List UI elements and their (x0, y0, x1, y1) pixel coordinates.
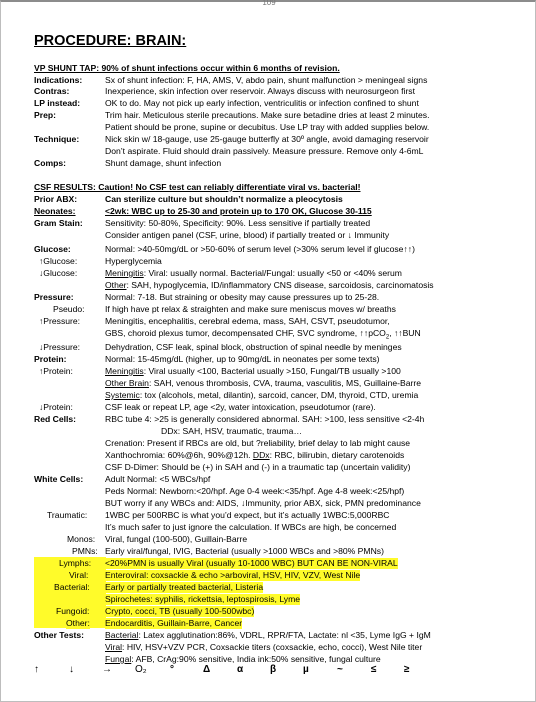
protein-normal: Normal: 15-45mg/dL (higher, up to 90mg/dL in neonates per some texts) (105, 354, 380, 364)
fungoid-text: Crypto, cocci, TB (usually 100-500wbc) (105, 606, 255, 616)
pressure-label: Pressure: (34, 292, 74, 302)
protein-high-text-2: Other Brain: SAH, venous thrombosis, CVA, trauma, vasculitis, MS, Guillaine-Barre (105, 378, 422, 388)
monos-label: Monos: (67, 534, 96, 544)
other-tests-text-1: Bacterial: Latex agglutination:86%, VDRL, RPR/FTA, Lactate: nl <35, Lyme IgG + IgM (105, 630, 431, 640)
vp-shunt-header: VP SHUNT TAP: 90% of shunt infections occur within 6 months of revision. (34, 63, 340, 73)
symbol-down-arrow-icon: ↓ (69, 664, 74, 675)
glucose-high-text: Hyperglycemia (105, 256, 162, 266)
red-cells-text-3: Crenation: Present if RBCs are old, but ?reliability, brief delay to lab might cause (105, 438, 411, 448)
viral-text: Enteroviral: coxsackie & echo >arboviral, HSV, HIV, VZV, West Nile (105, 570, 361, 580)
double-up-arrow-icon: ↑↑ (403, 244, 413, 254)
pressure-low-text: Dehydration, CSF leak, spinal block, obstruction of spinal needle by meninges (105, 342, 402, 352)
up-arrow-icon: ↑ (39, 256, 44, 266)
white-cells-text-1: Adult Normal: <5 WBCs/hpf (105, 474, 211, 484)
red-cells-text-2: DDx: SAH, HSV, traumatic, trauma… (161, 426, 303, 436)
bacterial-text-2: Spirochetes: syphilis, rickettsia, leptospirosis, Lyme (105, 594, 301, 604)
red-cells-text-1: RBC tube 4: >25 is generally considered abnormal. SAH: >100, less sensitive <2-4h (105, 414, 425, 424)
red-cells-label: Red Cells: (34, 414, 77, 424)
prep-label: Prep: (34, 110, 56, 120)
prior-abx-label: Prior ABX: (34, 194, 78, 204)
technique-text-2: Don’t aspirate. Fluid should drain passively. Measure pressure. Remove only 4-6mL (105, 146, 424, 156)
pressure-high-label: ↑Pressure: (39, 316, 81, 326)
pressure-normal: Normal: 7-18. But straining or obesity may cause pressures up to 25-28. (105, 292, 380, 302)
symbol-beta: β (270, 664, 277, 675)
lymphs-text: <20%PMN is usually Viral (usually 10-1000 WBC) BUT CAN BE NON-VIRAL (105, 558, 398, 568)
symbol-up-arrow-icon: ↑ (34, 664, 39, 675)
other-tests-text-2: Viral: HIV, HSV+VZV PCR, Coxsackie titers (coxsackie, echo, cocci), West Nile titer (105, 642, 423, 652)
glucose-low-text-1: Meningitis: Viral: usually normal. Bacterial/Fungal: usually <50 or <40% serum (105, 268, 402, 278)
pseudo-label: Pseudo: (53, 304, 85, 314)
symbol-tilde: ~ (337, 664, 343, 675)
other-text: Endocarditis, Guillain-Barre, Cancer (105, 618, 243, 628)
protein-label: Protein: (34, 354, 67, 364)
symbol-greater-equal: ≥ (404, 664, 410, 675)
gram-stain-text-2: Consider antigen panel (CSF, urine, blood) if partially treated or ↓ Immunity (105, 230, 390, 240)
indications-text: Sx of shunt infection: F, HA, AMS, V, abdo pain, shunt malfunction > meningeal signs (105, 75, 428, 85)
protein-high-label: ↑Protein: (39, 366, 73, 376)
down-arrow-icon: ↓ (347, 230, 352, 240)
protein-high-text-3: Systemic: tox (alcohols, metal, dilantin), sarcoid, cancer, DM, thyroid, CTD, uremia (105, 390, 419, 400)
technique-text-1: Nick skin w/ 18-gauge, use 25-gauge butterfly at 30º angle, avoid damaging reservoir (105, 134, 429, 144)
glucose-low-label: ↓Glucose: (39, 268, 78, 278)
pmns-label: PMNs: (72, 546, 98, 556)
prior-abx-text: Can sterilize culture but shouldn’t normalize a pleocytosis (105, 194, 343, 204)
protein-high-text-1: Meningitis: Viral usually <100, Bacterial usually >150, Fungal/TB usually >100 (105, 366, 401, 376)
comps-label: Comps: (34, 158, 66, 168)
pressure-high-text-2: GBS, choroid plexus tumor, decompensated CHF, SVC syndrome, ↑↑pCO$_2$, ↑↑BUN (105, 328, 421, 341)
protein-low-label: ↓Protein: (39, 402, 73, 412)
double-up-arrow-icon: ↑↑ (393, 328, 403, 338)
gram-stain-label: Gram Stain: (34, 218, 83, 228)
red-cells-text-4: Xanthochromia: 60%@6h, 90%@12h. DDx: RBC, bilirubin, dietary carotenoids (105, 450, 405, 460)
csf-results-header: CSF RESULTS: Caution! No CSF test can reliably differentiate viral vs. bacterial! (34, 182, 361, 192)
white-cells-text-2: Peds Normal: Newborn:<20/hpf. Age 0-4 week:<35/hpf. Age 4-8 week:<25/hpf) (105, 486, 405, 496)
glucose-low-text-2: Other: SAH, hypoglycemia, ID/inflammatory CNS disease, sarcoidosis, carcinomatosis (105, 280, 434, 290)
gram-stain-text-1: Sensitivity: 50-80%, Specificity: 90%. Less sensitive if partially treated (105, 218, 371, 228)
technique-label: Technique: (34, 134, 80, 144)
glucose-normal: Normal: >40-50mg/dL or >50-60% of serum level (>30% serum level if glucose↑↑) (105, 244, 415, 254)
indications-label: Indications: (34, 75, 83, 85)
traumatic-text-1: 1WBC per 500RBC is what you’d expect, but it’s actually 1WBC:5,000RBC (105, 510, 390, 520)
up-arrow-icon: ↑ (39, 316, 44, 326)
symbol-alpha: α (237, 664, 244, 675)
down-arrow-icon: ↓ (39, 268, 44, 278)
neonates-label: Neonates: (34, 206, 76, 216)
symbol-o2: O₂ (135, 664, 147, 675)
contras-label: Contras: (34, 86, 70, 96)
other-tests-label: Other Tests: (34, 630, 84, 640)
up-arrow-icon: ↑ (39, 366, 44, 376)
symbol-right-arrow-icon: → (102, 664, 112, 675)
red-cells-text-5: CSF D-Dimer: Should be (+) in SAH and (-) in a traumatic tap (uncertain validity) (105, 462, 411, 472)
lymphs-label: Lymphs: (59, 558, 92, 568)
symbol-degree: ° (170, 664, 174, 675)
lp-instead-text: OK to do. May not pick up early infection, ventriculitis or infection confined to shunt (105, 98, 419, 108)
symbol-delta: Δ (203, 664, 211, 675)
pressure-low-label: ↓Pressure: (39, 342, 81, 352)
down-arrow-icon: ↓ (39, 402, 44, 412)
symbol-less-equal: ≤ (371, 664, 377, 675)
prep-text-2: Patient should be prone, supine or decubitus. Use LP tray with added supplies below. (105, 122, 430, 132)
double-up-arrow-icon: ↑↑ (359, 328, 369, 338)
white-cells-label: White Cells: (34, 474, 84, 484)
glucose-label: Glucose: (34, 244, 71, 254)
other-label: Other: (66, 618, 90, 628)
other-tests-text-3: Fungal: AFB, CrAg:90% sensitive, India ink:50% sensitive, fungal culture (105, 654, 381, 664)
viral-label: Viral: (69, 570, 89, 580)
page-title: PROCEDURE: BRAIN: (34, 33, 187, 49)
pseudo-text: If high have pt relax & straighten and make sure meniscus moves w/ breaths (105, 304, 396, 314)
pmns-text: Early viral/fungal, IVIG, Bacterial (usually >1000 WBCs and >80% PMNs) (105, 546, 384, 556)
fungoid-label: Fungoid: (56, 606, 90, 616)
glucose-high-label: ↑Glucose: (39, 256, 78, 266)
prep-text-1: Trim hair. Meticulous sterile precautions. Make sure betadine dries at least 2 minutes. (105, 110, 430, 120)
neonates-text: <2wk: WBC up to 25-30 and protein up to 170 OK, Glucose 30-115 (105, 206, 372, 216)
page-number: 109 (262, 0, 276, 7)
down-arrow-icon: ↓ (240, 498, 246, 508)
traumatic-text-2: It’s much safer to just ignore the calculation. If WBCs are high, be concerned (105, 522, 397, 532)
symbol-mu: µ (303, 664, 309, 675)
bacterial-text-1: Early or partially treated bacterial, Listeria (105, 582, 264, 592)
bacterial-label: Bacterial: (54, 582, 90, 592)
down-arrow-icon: ↓ (39, 342, 44, 352)
protein-low-text: CSF leak or repeat LP, age <2y, water intoxication, pseudotumor (rare). (105, 402, 376, 412)
lp-instead-label: LP instead: (34, 98, 81, 108)
contras-text: Inexperience, skin infection over reservoir. Always discuss with neurosurgeon first (105, 86, 415, 96)
pressure-high-text-1: Meningitis, encephalitis, cerebral edema, mass, SAH, CSVT, pseudotumor, (105, 316, 390, 326)
comps-text: Shunt damage, shunt infection (105, 158, 222, 168)
monos-text: Viral, fungal (100-500), Guillain-Barre (105, 534, 248, 544)
white-cells-text-3: BUT worry if any WBCs and: AIDS, ↓Immunity, prior ABX, sick, PMN predominance (105, 498, 421, 508)
traumatic-label: Traumatic: (47, 510, 88, 520)
